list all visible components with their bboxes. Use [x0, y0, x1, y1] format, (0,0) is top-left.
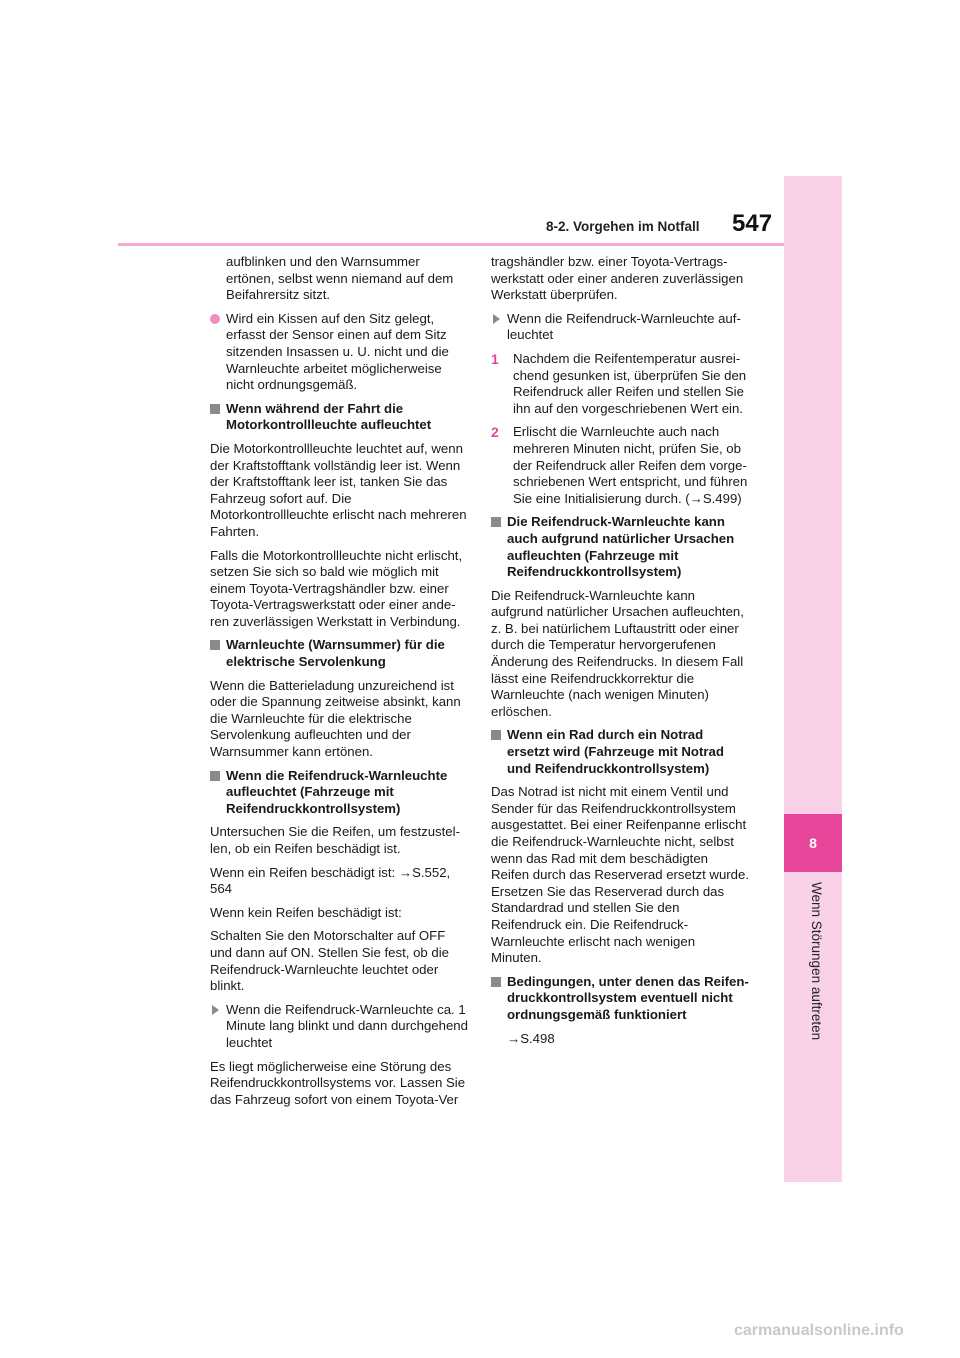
paragraph-tire-2: Wenn ein Reifen beschädigt ist: →S.552, 564 [210, 864, 451, 897]
right-column [491, 254, 749, 1054]
chapter-label: Wenn Störungen auftreten [809, 882, 824, 1041]
watermark: carmanualsonline.info [734, 1322, 904, 1339]
step-1 [491, 351, 749, 417]
paragraph-conditions-ref[interactable]: →S.498 [507, 1030, 555, 1046]
paragraph-tire-3: Wenn kein Reifen beschädigt ist: [210, 904, 402, 920]
paragraph-tire-4: Schalten Sie den Motorschalter auf OFF und dann auf ON. Stellen Sie fest, ob die Reifendruck-Warnleuchte leuchtet oder blinkt. [210, 928, 449, 994]
chapter-number-tab[interactable]: 8 [784, 814, 842, 872]
heading-engine-warning: Wenn während der Fahrt die Motorkontrollleuchte aufleuchtet [210, 401, 468, 434]
paragraph-power-steering: Wenn die Batterieladung unzureichend ist oder die Spannung zeitweise absinkt, kann die Warnleuchte für die elektrische Servolenkung aufleuchten und der Warnsummer kann ertönen. [210, 677, 461, 760]
step-2-text: Erlischt die Warnleuchte auch nach mehreren Minuten nicht, prüfen Sie, ob der Reifendruck aller Reifen dem vorgeschriebenen Wert entspricht, und führen Sie eine Initialisierung durch. (→S.499) [513, 424, 748, 506]
page-number: 547 [732, 210, 773, 237]
paragraph-blinking: Es liegt möglicherweise eine Störung des Reifendruckkontrollsystems vor. Lassen Sie das Fahrzeug sofort von einem Toyota-Ver [210, 1058, 466, 1107]
step-2 [491, 424, 749, 507]
case-blinking: Wenn die Reifendruck-Warnleuchte ca. 1 Minute lang blinkt und dann durchgehend leuchtet [210, 1002, 468, 1052]
heading-natural-causes: Die Reifendruck-Warnleuchte kann auch aufgrund natürlicher Ursachen aufleuchten (Fahrzeuge mit Reifendruckkontrollsystem) [491, 514, 749, 580]
paragraph-engine-2: Falls die Motorkontrollleuchte nicht erlischt, setzen Sie sich so bald wie möglich mit einem Toyota-Vertragshändler bzw. einer Toyota-Vertragswerkstatt oder einer anderen zuverlässigen Werkstatt in Verbindung. [210, 547, 463, 629]
heading-spare-wheel: Wenn ein Rad durch ein Notrad ersetzt wird (Fahrzeuge mit Notrad und Reifendruckkontrollsystem) [491, 727, 749, 777]
paragraph-spare-wheel: Das Notrad ist nicht mit einem Ventil und Sender für das Reifendruckkontrollsystem ausgestattet. Bei einer Reifenpanne erlischt die Reifendruck-Warnleuchte nicht, selbst wenn das Rad mit dem beschädigten Reifen durch das Reserverad ersetzt wurde. Ersetzen Sie das Reserverad durch das Standardrad und stellen Sie den Reifendruck ein. Die Reifendruck-Warnleuchte erlischt nach wenigen Minuten. [491, 784, 750, 966]
section-title: 8-2. Vorgehen im Notfall [546, 219, 700, 234]
case-lights-on: Wenn die Reifendruck-Warnleuchte aufleuchtet [491, 311, 749, 344]
step-2-number: 2 [491, 424, 499, 441]
step-1-number: 1 [491, 350, 499, 367]
header-divider [118, 243, 784, 246]
paragraph-continued: tragshändler bzw. einer Toyota-Vertragswerkstatt oder einer anderen zuverlässigen Werkstatt überprüfen. [491, 254, 744, 303]
step-1-text: Nachdem die Reifentemperatur ausreichend gesunken ist, überprüfen Sie den Reifendruck aller Reifen und stellen Sie ihn auf den vorgeschriebenen Wert ein. [513, 350, 747, 416]
heading-conditions: Bedingungen, unter denen das Reifendruckkontrollsystem eventuell nicht ordnungsgemäß funktioniert [491, 974, 749, 1024]
heading-power-steering: Warnleuchte (Warnsummer) für die elektrische Servolenkung [210, 637, 468, 670]
bullet-cushion: Wird ein Kissen auf den Sitz gelegt, erfasst der Sensor einen auf dem Sitz sitzenden Insassen u. U. nicht und die Warnleuchte arbeitet möglicherweise nicht ordnungsgemäß. [210, 311, 468, 394]
left-column [210, 254, 468, 1115]
paragraph-natural-causes: Die Reifendruck-Warnleuchte kann aufgrund natürlicher Ursachen aufleuchten, z. B. bei natürlichem Luftaustritt oder einer durch die Temperatur hervorgerufenen Änderung des Reifendrucks. In diesem Fall lässt eine Reifendruckkorrektur die Warnleuchte (nach wenigen Minuten) erlöschen. [491, 587, 744, 719]
heading-tire-pressure: Wenn die Reifendruck-Warnleuchte aufleuchtet (Fahrzeuge mit Reifendruckkontrollsystem) [210, 768, 468, 818]
paragraph-tire-1: Untersuchen Sie die Reifen, um festzustellen, ob ein Reifen beschädigt ist. [210, 824, 460, 856]
paragraph-intro: aufblinken und den Warnsummer ertönen, selbst wenn niemand auf dem Beifahrersitz sitzt. [226, 254, 454, 303]
paragraph-engine-1: Die Motorkontrollleuchte leuchtet auf, wenn der Kraftstofftank vollständig leer ist. Wenn der Kraftstofftank leer ist, tanken Sie das Fahrzeug sofort auf. Die Motorkontrollleuchte erlischt nach mehreren Fahrten. [210, 440, 467, 539]
